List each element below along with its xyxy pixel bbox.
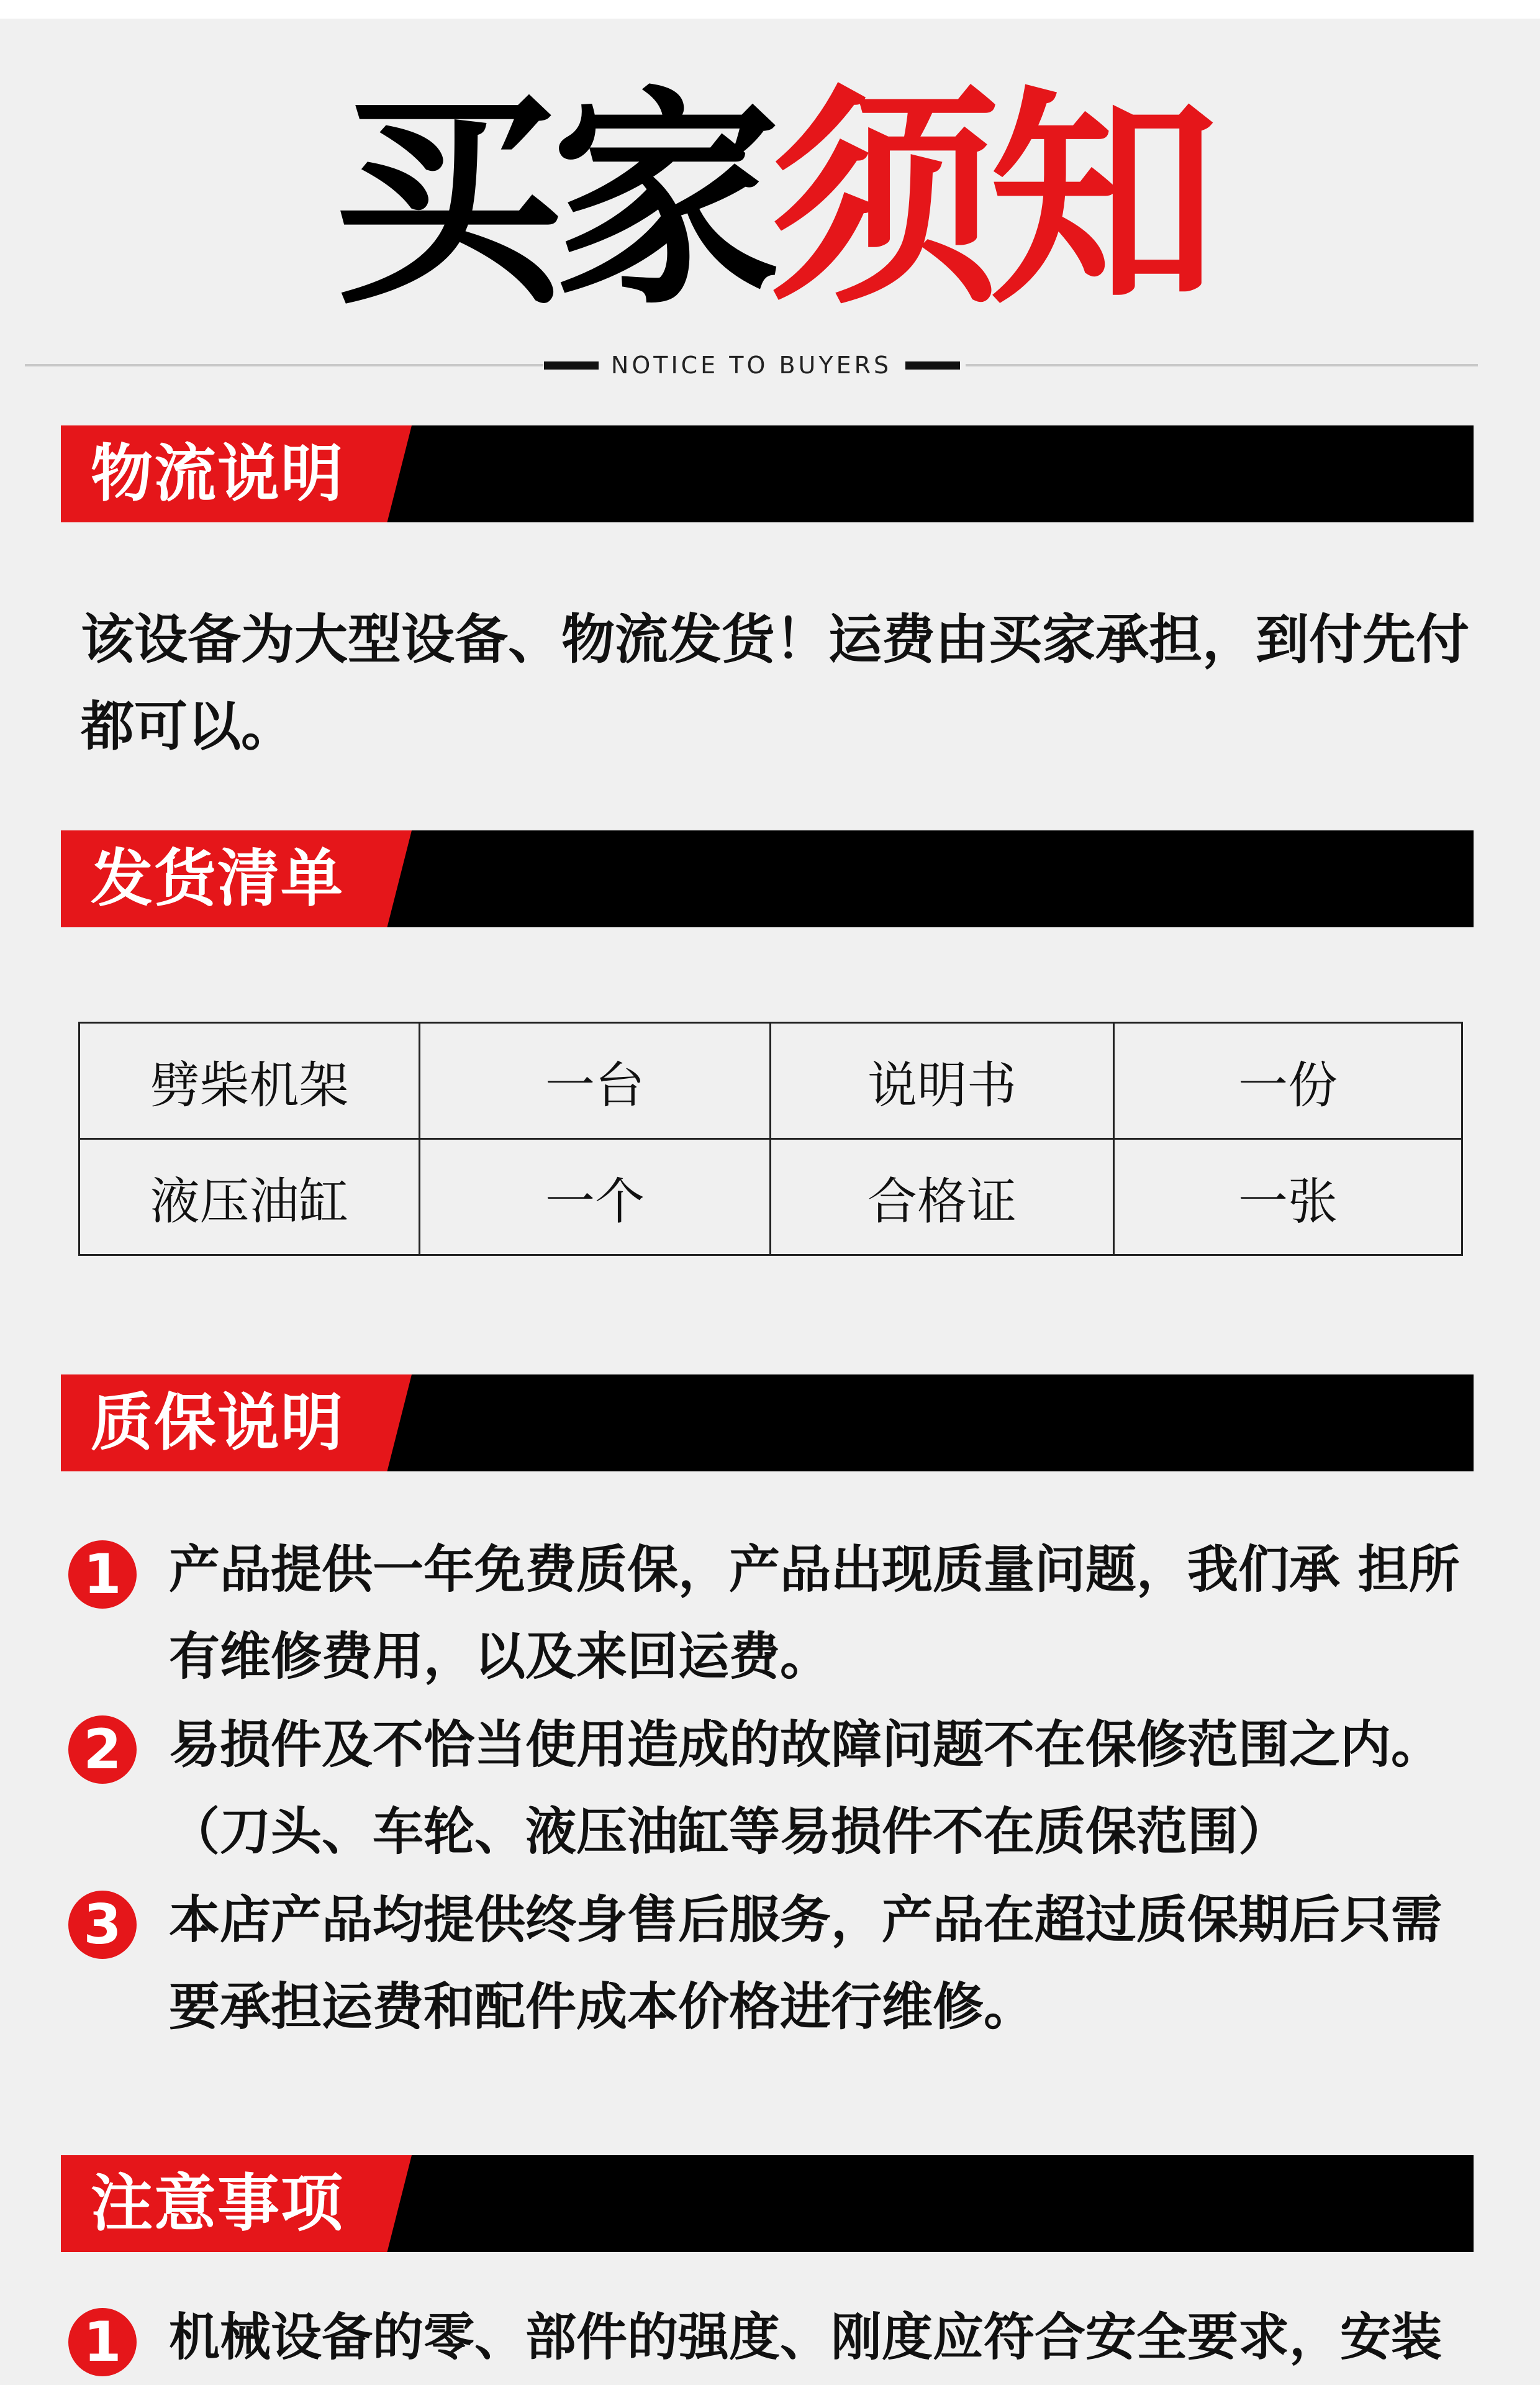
section-title: 发货清单 xyxy=(91,842,344,915)
list-item-text: 本店产品均提供终身售后服务，产品在超过质保期后只需要承担运费和配件成本价格进行维修。 xyxy=(169,1891,1443,2037)
table-row xyxy=(79,1023,1462,1139)
section-header-logistics xyxy=(61,425,1474,522)
logistics-text: 该设备为大型设备、物流发货！运费由买家承担，到付先付都可以。 xyxy=(81,609,1469,758)
shipping-list-table xyxy=(78,1022,1463,1256)
list-item-text: 产品提供一年免费质保，产品出现质量问题，我们承 担所有维修费用，以及来回运费。 xyxy=(169,1540,1460,1686)
notice-page xyxy=(0,19,1540,2385)
table-cell: 一个 xyxy=(420,1139,771,1255)
list-item-text: 机械设备的零、部件的强度、刚度应符合安全要求，安装 xyxy=(169,2308,1443,2367)
table-cell: 一份 xyxy=(1114,1023,1462,1139)
table-cell: 一台 xyxy=(420,1023,771,1139)
table-cell: 说明书 xyxy=(771,1023,1114,1139)
table-row xyxy=(79,1139,1462,1255)
table-cell: 合格证 xyxy=(771,1139,1114,1255)
table-cell: 液压油缸 xyxy=(79,1139,420,1255)
list-item-text: 易损件及不恰当使用造成的故障问题不在保修范围之内。（刀头、车轮、液压油缸等易损件不在质保范围） xyxy=(169,1715,1443,1861)
section-title: 注意事项 xyxy=(91,2167,344,2240)
section-header-warranty xyxy=(61,1374,1474,1471)
number-badge: 1 xyxy=(68,2308,137,2376)
section-header-shipping-list xyxy=(61,830,1474,927)
title-red-part: 须知 xyxy=(770,68,1207,335)
number-badge: 1 xyxy=(68,1540,137,1609)
number-badge: 3 xyxy=(68,1891,137,1959)
table-cell: 劈柴机架 xyxy=(79,1023,420,1139)
number-badge: 2 xyxy=(68,1715,137,1784)
divider-dash-right xyxy=(905,361,960,370)
divider-dash-left xyxy=(544,361,599,370)
page-title xyxy=(0,68,1540,335)
section-title: 物流说明 xyxy=(91,437,344,510)
section-header-notes xyxy=(61,2155,1474,2252)
section-title: 质保说明 xyxy=(91,1386,344,1459)
title-black-part: 买家 xyxy=(333,68,770,335)
page-subtitle: NOTICE TO BUYERS xyxy=(610,352,892,379)
table-cell: 一张 xyxy=(1114,1139,1462,1255)
